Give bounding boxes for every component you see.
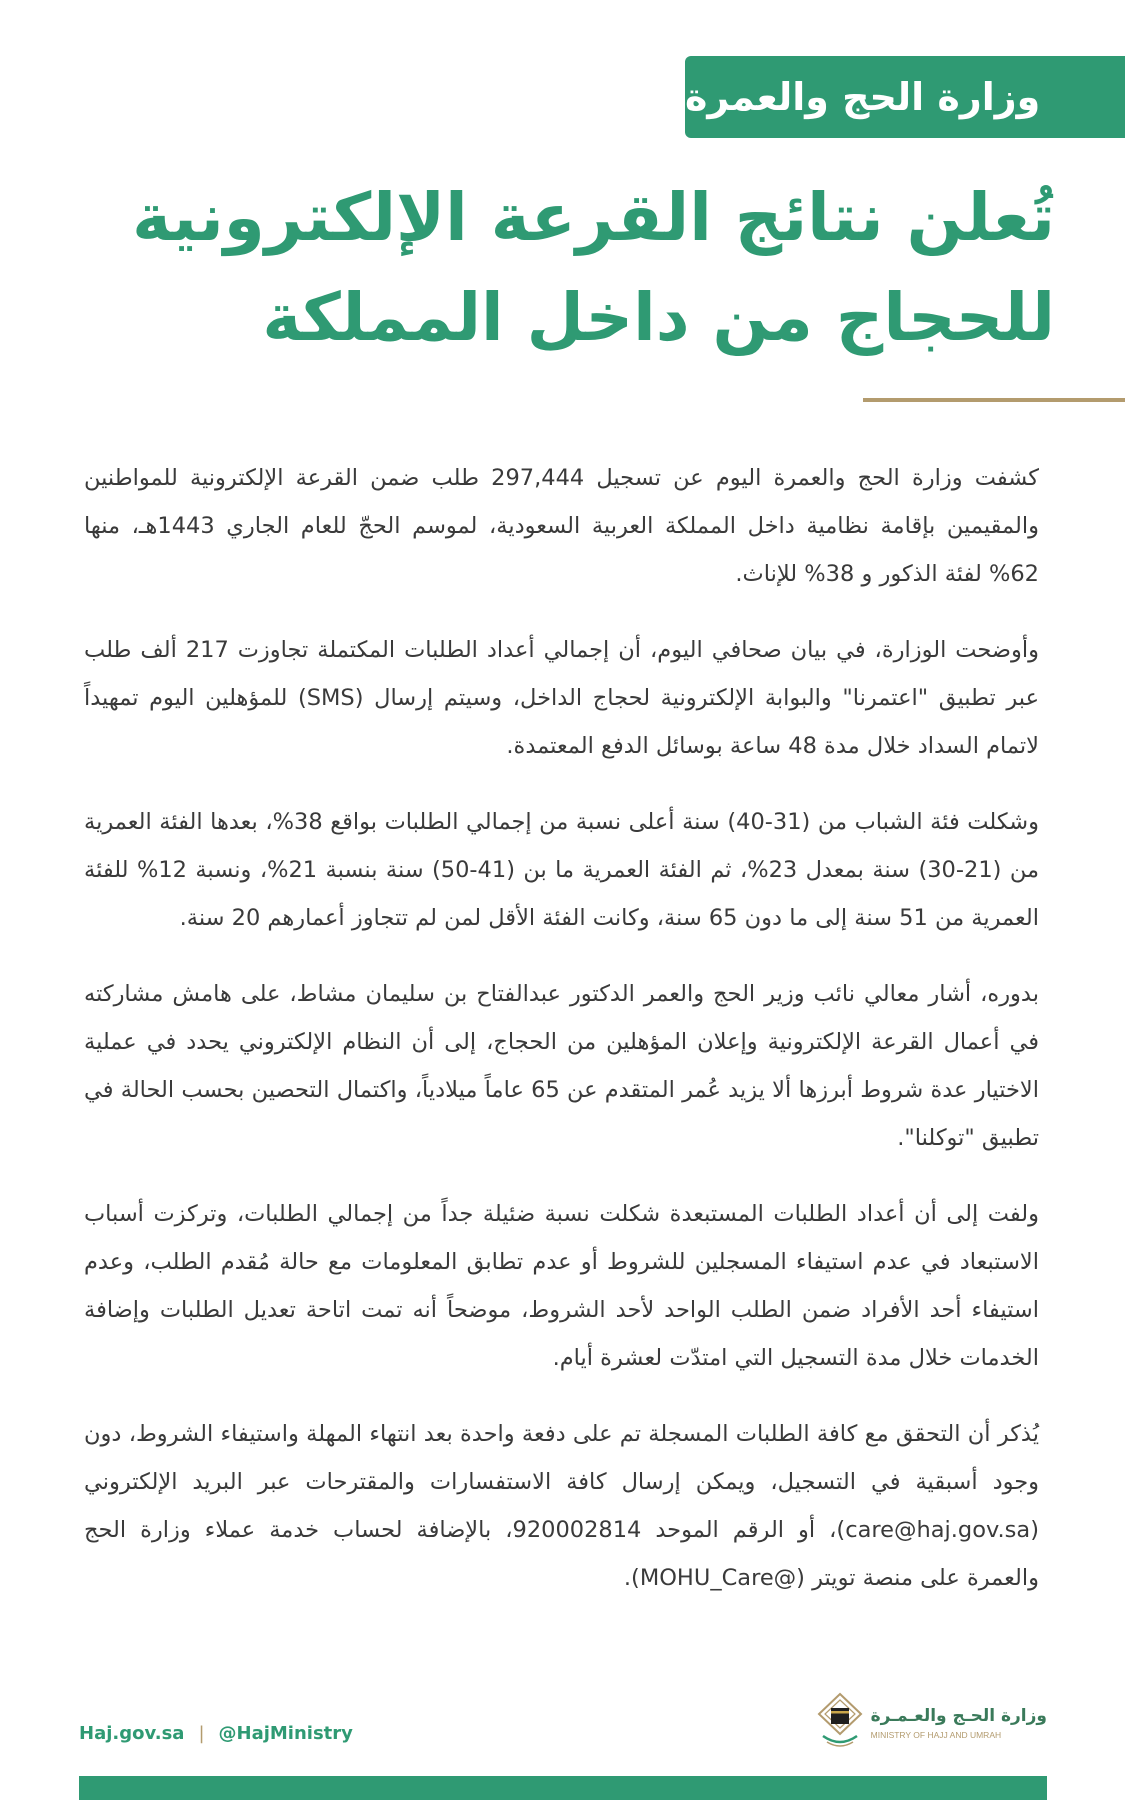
paragraph-2: وأوضحت الوزارة، في بيان صحافي اليوم، أن إجمالي أعداد الطلبات المكتملة تجاوزت 217 ألف طلب عبر تطبيق "اعتمرنا" والبوابة الإلكترونية لحجاج الداخل، وسيتم إرسال (SMS) للمؤهلين اليوم تمهيداً لاتمام السداد خلال مدة 48 ساعة بوسائل الدفع المعتمدة. [84, 637, 1040, 759]
footer-links [79, 1723, 353, 1744]
logo-arabic-name: وزارة الحـج والعـمـرة [870, 1706, 1047, 1726]
headline [132, 168, 1055, 368]
divider-rule [863, 398, 1125, 402]
footer-separator: | [198, 1723, 205, 1744]
logo-text [871, 1704, 1047, 1742]
website-link[interactable]: Haj.gov.sa [79, 1723, 185, 1744]
paragraph-3: وشكلت فئة الشباب من (31-40) سنة أعلى نسبة من إجمالي الطلبات بواقع 38%، بعدها الفئة العمرية من (21-30) سنة بمعدل 23%، ثم الفئة العمرية ما بن (41-50) سنة بنسبة 21%، ونسبة 12% للفئة العمرية من 51 سنة إلى ما دون 65 سنة، وكانت الفئة الأقل لمن لم تتجاوز أعمارهم 20 سنة. [84, 809, 1039, 931]
kaaba-emblem-icon [817, 1692, 863, 1754]
ministry-logo [817, 1692, 1047, 1754]
bottom-accent-bar [79, 1776, 1047, 1800]
headline-line-2: للحجاج من داخل المملكة [262, 279, 1055, 356]
paragraph-1: كشفت وزارة الحج والعمرة اليوم عن تسجيل 297,444 طلب ضمن القرعة الإلكترونية للمواطنين والمقيمين بإقامة نظامية داخل المملكة العربية السعودية، لموسم الحجّ للعام الجاري 1443هـ، منها 62% لفئة الذكور و 38% للإناث. [84, 465, 1039, 587]
logo-english-name: MINISTRY OF HAJJ AND UMRAH [870, 1730, 1002, 1740]
ministry-title: وزارة الحج والعمرة [685, 75, 1041, 119]
article-body [84, 454, 1039, 1630]
paragraph-5: ولفت إلى أن أعداد الطلبات المستبعدة شكلت نسبة ضئيلة جداً من إجمالي الطلبات، وتركزت أسباب الاستبعاد في عدم استيفاء المسجلين للشروط أو عدم تطابق المعلومات مع حالة مُقدم الطلب، وعدم استيفاء أحد الأفراد ضمن الطلب الواحد لأحد الشروط، موضحاً أنه تمت اتاحة تعديل الطلبات وإضافة الخدمات خلال مدة التسجيل التي امتدّت لعشرة أيام. [84, 1201, 1039, 1371]
paragraph-6: يُذكر أن التحقق مع كافة الطلبات المسجلة تم على دفعة واحدة بعد انتهاء المهلة واستيفاء الشروط، دون وجود أسبقية في التسجيل، ويمكن إرسال كافة الاستفسارات والمقترحات عبر البريد الإلكتروني (care@haj.gov.sa)، أو الرقم الموحد 920002814، بالإضافة لحساب خدمة عملاء وزارة الحج والعمرة على منصة تويتر (@MOHU_Care). [84, 1421, 1039, 1591]
ministry-title-banner [685, 56, 1125, 138]
paragraph-4: بدوره، أشار معالي نائب وزير الحج والعمر الدكتور عبدالفتاح بن سليمان مشاط، على هامش مشاركته في أعمال القرعة الإلكترونية وإعلان المؤهلين من الحجاج، إلى أن النظام الإلكتروني يحدد في عملية الاختيار عدة شروط أبرزها ألا يزيد عُمر المتقدم عن 65 عاماً ميلادياً، واكتمال التحصين بحسب الحالة في تطبيق "توكلنا". [84, 981, 1040, 1151]
twitter-handle-link[interactable]: @HajMinistry [218, 1723, 353, 1744]
headline-line-1: تُعلن نتائج القرعة الإلكترونية [132, 179, 1055, 256]
